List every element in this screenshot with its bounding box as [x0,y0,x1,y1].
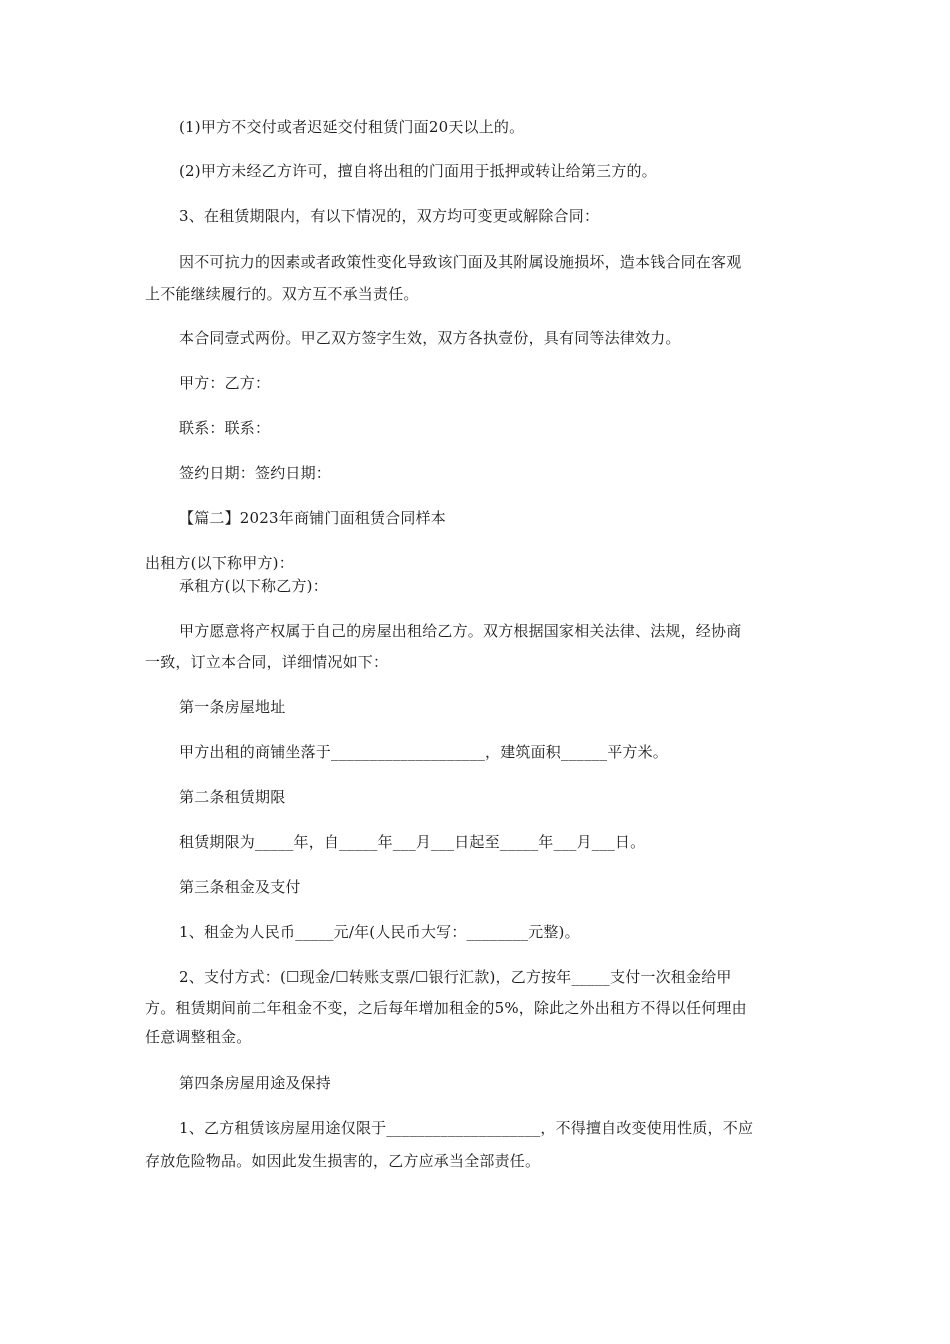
clause-text: 租赁期限为_____年，自_____年___月___日起至_____年___月___日。 [179,833,646,851]
clause-text: 甲方出租的商铺坐落于____________________，建筑面积______平方米。 [179,743,669,761]
clause-text: 3、在租赁期限内，有以下情况的，双方均可变更或解除合同： [179,207,600,225]
clause-text: 本合同壹式两份。甲乙双方签字生效，双方各执壹份，具有同等法律效力。 [179,329,681,347]
clause-text: 因不可抗力的因素或者政策性变化导致该门面及其附属设施损坏，造本钱合同在客观 [179,253,742,271]
clause-text: 1、乙方租赁该房屋用途仅限于____________________，不得擅自改变使用性质，不应 [179,1119,754,1137]
section-title: 【篇二】2023年商铺门面租赁合同样本 [179,509,446,527]
signature-contact-label: 联系：联系： [179,419,271,437]
clause-text: (2)甲方未经乙方许可，擅自将出租的门面用于抵押或转让给第三方的。 [179,162,657,180]
lessee-label: 承租方(以下称乙方)： [179,577,328,595]
article-heading: 第二条租赁期限 [179,788,286,806]
clause-text: (1)甲方不交付或者迟延交付租赁门面20天以上的。 [179,118,525,136]
clause-text: 1、租金为人民币_____元/年(人民币大写：________元整)。 [179,923,580,941]
clause-text: 方。租赁期间前二年租金不变，之后每年增加租金的5%，除此之外出租方不得以任何理由 [145,999,747,1017]
article-heading: 第一条房屋地址 [179,698,286,716]
clause-text: 任意调整租金。 [145,1028,252,1046]
clause-text: 一致，订立本合同，详细情况如下： [145,653,389,671]
clause-text: 2、支付方式：(☐现金/☐转账支票/☐银行汇款)，乙方按年_____支付一次租金给甲 [179,968,732,986]
signature-party-label: 甲方：乙方： [179,374,271,392]
clause-text: 存放危险物品。如因此发生损害的，乙方应承当全部责任。 [145,1152,541,1170]
clause-text: 甲方愿意将产权属于自己的房屋出租给乙方。双方根据国家相关法律、法规，经协商 [179,622,742,640]
lessor-label: 出租方(以下称甲方)： [145,554,294,572]
clause-text: 上不能继续履行的。双方互不承当责任。 [145,285,419,303]
signature-date-label: 签约日期：签约日期： [179,464,332,482]
article-heading: 第四条房屋用途及保持 [179,1074,332,1092]
article-heading: 第三条租金及支付 [179,878,301,896]
